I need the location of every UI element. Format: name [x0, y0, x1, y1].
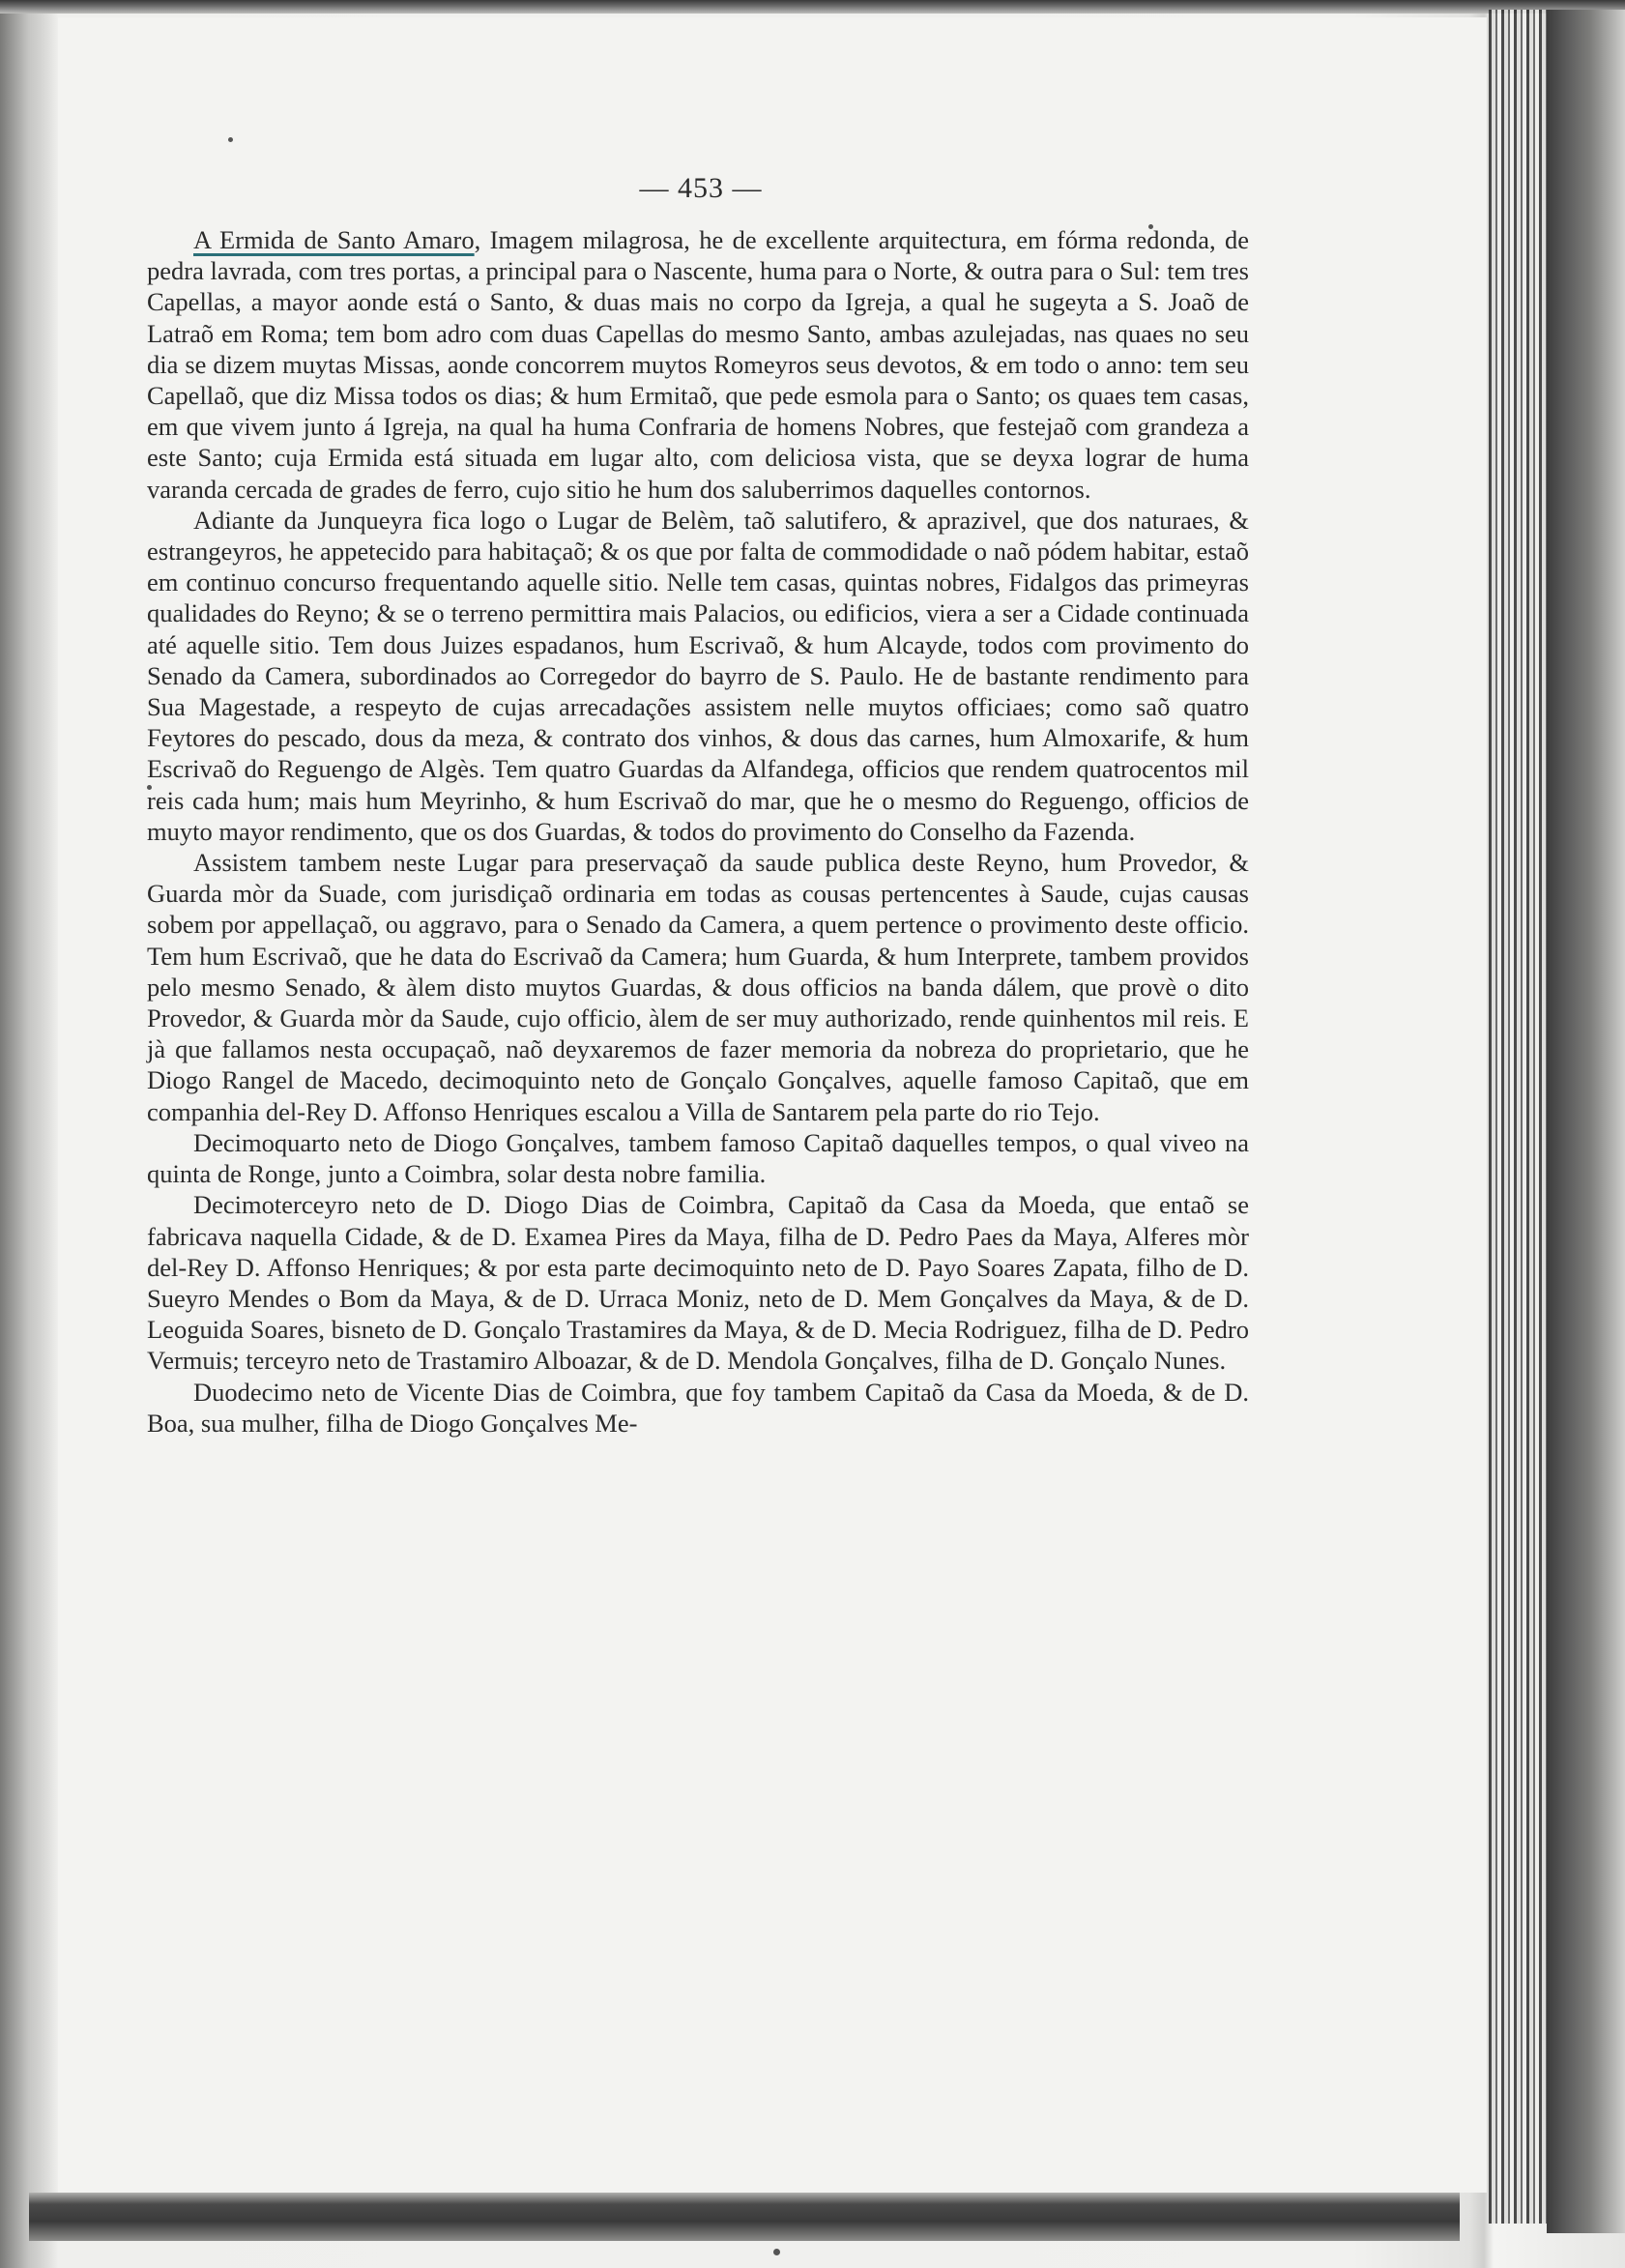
- body-text: [147, 224, 1249, 1439]
- speck-mark: [773, 2249, 780, 2255]
- page-number: — 453 —: [639, 172, 763, 204]
- underlined-heading: A Ermida de Santo Amaro: [193, 225, 475, 254]
- paragraph: [147, 224, 1249, 505]
- paragraph: Duodecimo neto de Vicente Dias de Coimbra, que foy tambem Capitaõ da Casa da Moeda, & de D. Boa, sua mulher, filha de Diogo Gonçalves Me-: [147, 1377, 1249, 1438]
- paragraph: Adiante da Junqueyra fica logo o Lugar de Belèm, taõ salutifero, & aprazivel, que dos naturaes, & estrangeyros, he appetecido para habitaçaõ; & os que por falta de commodidade o naõ pódem habitar, estaõ em continuo concurso frequentando aquelle sitio. Nelle tem casas, quintas nobres, Fidalgos das primeyras qualidades do Reyno; & se o terreno permittira mais Palacios, ou edificios, viera a ser a Cidade continuada até aquelle sitio. Tem dous Juizes espadanos, hum Escrivaõ, & hum Alcayde, todos com provimento do Senado da Camera, subordinados ao Corregedor do bayrro de S. Paulo. He de bastante rendimento para Sua Magestade, a respeyto de cujas arrecadações assistem nelle muytos officiaes; como saõ quatro Feytores do pescado, dous da meza, & contrato dos vinhos, & dous das carnes, hum Almoxarife, & hum Escrivaõ do Reguengo de Algès. Tem quatro Guardas da Alfandega, officios que rendem quatrocentos mil reis cada hum; mais hum Meyrinho, & hum Escrivaõ do mar, que he o mesmo do Reguengo, officios de muyto mayor rendimento, que os dos Guardas, & todos do provimento do Conselho da Fazenda.: [147, 505, 1249, 846]
- paragraph-text: , Imagem milagrosa, he de excellente arquitectura, em fórma redonda, de pedra lavrada, com tres portas, a principal para o Nascente, huma para o Norte, & outra para o Sul: tem tres Capellas, a mayor aonde está o Santo, & duas mais no corpo da Igreja, a qual he sugeyta a S. Joaõ de Latraõ em Roma; tem bom adro com duas Capellas do mesmo Santo, ambas azulejadas, nas quaes no seu dia se dizem muytas Missas, aonde concorrem muytos Romeyros seus devotos, & em todo o anno: tem seu Capellaõ, que diz Missa todos os dias; & hum Ermitaõ, que pede esmola para o Santo; os quaes tem casas, em que vivem junto á Igreja, na qual ha huma Confraria de homens Nobres, que festejaõ com grandeza a este Santo; cuja Ermida está situada em lugar alto, com deliciosa vista, que se deyxa lograr de huma varanda cercada de grades de ferro, cujo sitio he hum dos saluberrimos daquelles contornos.: [147, 225, 1249, 504]
- speck-mark: [228, 137, 233, 142]
- page-bottom-edge: [29, 2193, 1460, 2241]
- book-spine-shadow: [1547, 10, 1625, 2233]
- paragraph: Assistem tambem neste Lugar para preservaçaõ da saude publica deste Reyno, hum Provedor, & Guarda mòr da Suade, com jurisdiçaõ ordinaria em todas as cousas pertencentes à Saude, cujas causas sobem por appellaçaõ, ou aggravo, para o Senado da Camera, a quem pertence o provimento deste officio. Tem hum Escrivaõ, que he data do Escrivaõ da Camera; hum Guarda, & hum Interprete, tambem providos pelo mesmo Senado, & àlem disto muytos Guardas, & dous officios na banda dálem, que provè o dito Provedor, & Guarda mòr da Saude, cujo officio, àlem de ser muy authorizado, rende quinhentos mil reis. E jà que fallamos nesta occupaçaõ, naõ deyxaremos de fazer memoria da nobreza do proprietario, que he Diogo Rangel de Macedo, decimoquinto neto de Gonçalo Gonçalves, aquelle famoso Capitaõ, que em companhia del-Rey D. Affonso Henriques escalou a Villa de Santarem pela parte do rio Tejo.: [147, 848, 1249, 1126]
- paragraph: Decimoterceyro neto de D. Diogo Dias de Coimbra, Capitaõ da Casa da Moeda, que entaõ se fabricava naquella Cidade, & de D. Examea Pires da Maya, filha de D. Pedro Paes da Maya, Alferes mòr del-Rey D. Affonso Henriques; & por esta parte decimoquinto neto de D. Payo Soares Zapata, filho de D. Sueyro Mendes o Bom da Maya, & de D. Urraca Moniz, neto de D. Mem Gonçalves da Maya, & de D. Leoguida Soares, bisneto de D. Gonçalo Trastamires da Maya, & de D. Mecia Rodriguez, filha de D. Pedro Vermuis; terceyro neto de Trastamiro Alboazar, & de D. Mendola Gonçalves, filha de D. Gonçalo Nunes.: [147, 1190, 1249, 1376]
- paragraph: Decimoquarto neto de Diogo Gonçalves, tambem famoso Capitaõ daquelles tempos, o qual viveo na quinta de Ronge, junto a Coimbra, solar desta nobre familia.: [147, 1127, 1249, 1189]
- page-top-edge: [0, 0, 1625, 14]
- binding-shadow-left: [0, 0, 58, 2268]
